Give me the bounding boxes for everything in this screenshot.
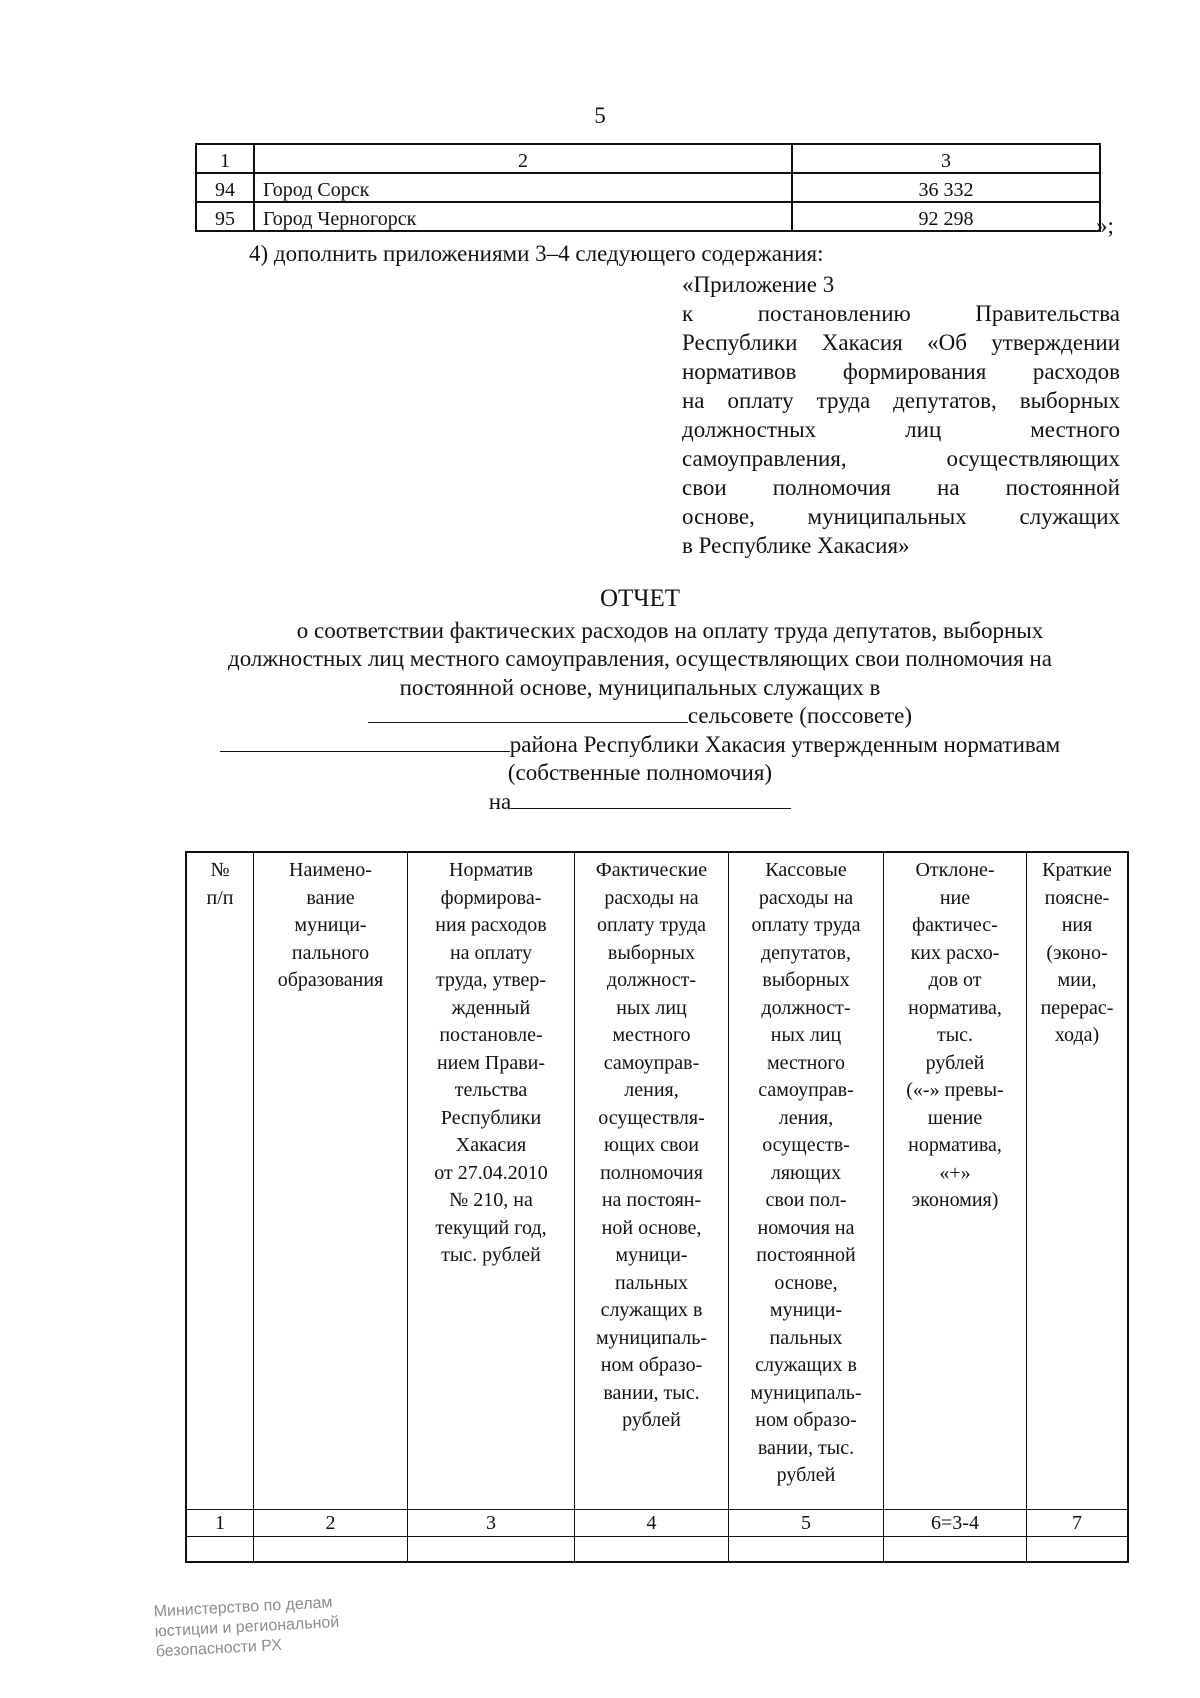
stamp-line: Министерство по делам bbox=[153, 1594, 333, 1621]
column-header: Фактические расходы на оплату труда выборных должност- ных лиц местного самоуправ- ления, осуществля- ющих свои полномочия на постоян- ной основе, муници- пальных служащих в муниципаль- ном образо- вании, тыс. рублей bbox=[575, 852, 729, 1510]
column-number: 5 bbox=[729, 1510, 884, 1537]
appendix-caption-line: к постановлению Правительства bbox=[682, 301, 1120, 326]
appendix-caption bbox=[682, 270, 1120, 560]
column-number: 7 bbox=[1027, 1510, 1129, 1537]
table-cell bbox=[729, 1537, 884, 1563]
column-number: 1 bbox=[186, 1510, 254, 1537]
appendix-caption-line: в Республике Хакасия» bbox=[682, 533, 910, 558]
report-heading-text: района Республики Хакасия утвержденным нормативам bbox=[509, 731, 1061, 757]
table-cell bbox=[254, 1537, 408, 1563]
report-table bbox=[185, 851, 1129, 1563]
blank-field bbox=[368, 702, 688, 723]
table-cell bbox=[884, 1537, 1027, 1563]
report-heading-line: (собственные полномочия) bbox=[507, 760, 773, 785]
table-cell: 2 bbox=[254, 144, 792, 173]
appendix-caption-line: на оплату труда депутатов, выборных bbox=[682, 388, 1120, 413]
table-cell: 94 bbox=[196, 173, 254, 202]
appendix-caption-line: «Приложение 3 bbox=[682, 272, 835, 297]
report-heading-line: о соответствии фактических расходов на оплату труда депутатов, выборных bbox=[296, 617, 1044, 643]
column-number: 3 bbox=[408, 1510, 575, 1537]
table-header-row bbox=[196, 144, 1100, 173]
report-heading-line bbox=[180, 702, 1100, 731]
report-heading-line bbox=[180, 788, 1100, 817]
closing-quote: »; bbox=[1096, 213, 1114, 238]
column-header: Кассовые расходы на оплату труда депутатов, выборных должност- ных лиц местного самоуправ- ления, осуществ- ляющих свои пол- номочия на постоянной основе, муници- пальных служащих в муниципаль- ном образо- вании, тыс. рублей bbox=[729, 852, 884, 1510]
report-heading bbox=[180, 585, 1100, 816]
table-cell bbox=[408, 1537, 575, 1563]
column-header: Краткие поясне- ния (эконо- мии, перерас- хода) bbox=[1027, 852, 1129, 1510]
table-header-row bbox=[186, 852, 1128, 1510]
report-heading-text: на bbox=[488, 788, 512, 814]
amendment-text: 4) дополнить приложениями 3–4 следующего содержания: bbox=[249, 241, 824, 266]
column-number: 4 bbox=[575, 1510, 729, 1537]
table-cell bbox=[575, 1537, 729, 1563]
column-header: № п/п bbox=[186, 852, 254, 1510]
continuation-table bbox=[195, 143, 1101, 232]
table-row bbox=[196, 173, 1100, 202]
column-header: Норматив формирова- ния расходов на оплату труда, утвер- жденный постановле- нием Прави- тельства Республики Хакасия от 27.04.2010 № 210, на текущий год, тыс. рублей bbox=[408, 852, 575, 1510]
table-cell: 36 332 bbox=[792, 173, 1100, 202]
empty-row bbox=[186, 1537, 1128, 1563]
stamp-line: безопасности РХ bbox=[155, 1636, 283, 1661]
stamp-line: юстиции и региональной bbox=[154, 1613, 340, 1641]
appendix-caption-line: самоуправления, осуществляющих bbox=[682, 446, 1120, 471]
appendix-caption-line: свои полномочия на постоянной bbox=[682, 475, 1120, 500]
table-cell: 95 bbox=[196, 202, 254, 231]
column-header: Наимено- вание муници- пального образования bbox=[254, 852, 408, 1510]
appendix-caption-line: должностных лиц местного bbox=[682, 417, 1120, 442]
table-cell: Город Сорск bbox=[254, 173, 792, 202]
table-cell bbox=[1027, 1537, 1129, 1563]
table-cell: 92 298 bbox=[792, 202, 1100, 231]
table-cell: Город Черногорск bbox=[254, 202, 792, 231]
ministry-stamp bbox=[153, 1592, 366, 1675]
table-cell bbox=[186, 1537, 254, 1563]
appendix-caption-line: Республики Хакасия «Об утверждении bbox=[682, 330, 1120, 355]
page-number: 5 bbox=[594, 103, 606, 128]
report-title: ОТЧЕТ bbox=[599, 585, 681, 612]
report-heading-line: постоянной основе, муниципальных служащих в bbox=[399, 674, 881, 700]
column-header: Отклоне- ние фактичес- ких расхо- дов от норматива, тыс. рублей («-» превы- шение норматива, «+» экономия) bbox=[884, 852, 1027, 1510]
column-number: 6=3-4 bbox=[884, 1510, 1027, 1537]
report-heading-line bbox=[180, 731, 1100, 760]
report-heading-line: должностных лиц местного самоуправления, осуществляющих свои полномочия на bbox=[228, 646, 1052, 671]
column-number: 2 bbox=[254, 1510, 408, 1537]
appendix-caption-line: нормативов формирования расходов bbox=[682, 359, 1120, 384]
report-heading-text: сельсовете (поссовете) bbox=[687, 703, 913, 728]
table-cell: 3 bbox=[792, 144, 1100, 173]
blank-field bbox=[511, 788, 791, 809]
table-row bbox=[196, 202, 1100, 231]
appendix-caption-line: основе, муниципальных служащих bbox=[682, 504, 1120, 529]
table-cell: 1 bbox=[196, 144, 254, 173]
column-number-row bbox=[186, 1510, 1128, 1537]
blank-field bbox=[220, 731, 510, 752]
